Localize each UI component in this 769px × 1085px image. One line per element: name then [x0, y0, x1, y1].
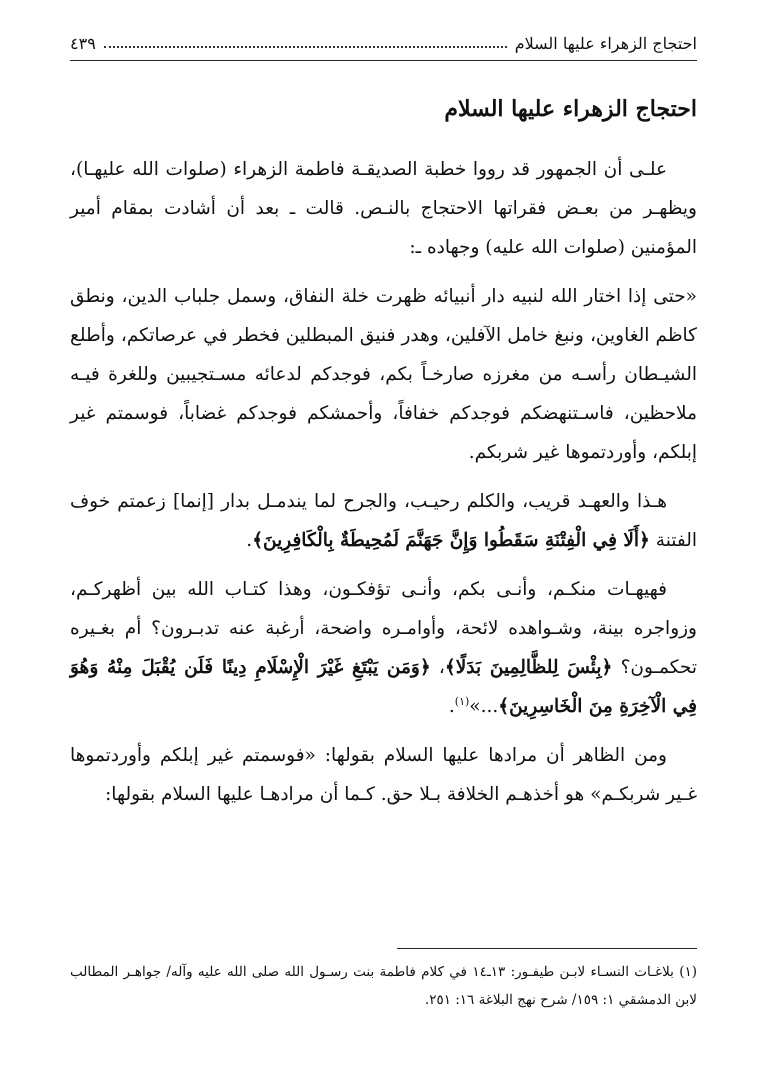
footnote-marker[interactable]: (١) — [454, 694, 470, 708]
quran-verse: ﴿وَمَن يَبْتَغِ غَيْرَ الْإِسْلَامِ دِينًا فَلَن يُقْبَلَ مِنْهُ وَهُوَ فِي الْآخِرَةِ مِنَ الْخَاسِرِينَ﴾ — [70, 657, 697, 717]
paragraph-4-text: فهيهـات منكـم، وأنـى بكم، وأنـى تؤفكـون، وهذا كتـاب الله بين أظهركـم، وزواجره بينة، وشـواهده لائحة، وأوامـره واضحة، أرغبة عنه تدبـرون؟ أم بغـيره تحكمـون؟ — [70, 579, 697, 678]
body-text — [70, 150, 697, 824]
paragraph-1: علـى أن الجمهور قد رووا خطبة الصديقـة فاطمة الزهراء (صلوات الله عليهـا)، ويظهـر من بعـض فقراتها الاحتجاج بالنـص. قالت ـ بعد أن أشادت بمقام أمير المؤمنين (صلوات الله عليه) وجهاده ـ: — [70, 159, 697, 258]
running-head — [70, 30, 697, 56]
footnote-1: (١) بلاغـات النسـاء لابـن طيفـور: ١٣ـ١٤ في كلام فاطمة بنت رسـول الله صلى الله عليه وآله/ جواهـر المطالب لابن الدمشقي ١: ١٥٩/ شرح نهج البلاغة ١٦: ٢٥١. — [70, 964, 698, 1008]
running-head-title: احتجاج الزهراء عليها السلام — [514, 33, 697, 53]
paragraph-4 — [70, 570, 697, 726]
footnote-rule — [397, 948, 697, 949]
page-number: ٤٣٩ — [70, 33, 96, 53]
section-title: احتجاج الزهراء عليها السلام — [444, 96, 697, 122]
quran-verse: ﴿بِئْسَ لِلظَّالِمِينَ بَدَلًا﴾ — [444, 657, 613, 678]
header-rule — [70, 60, 697, 61]
dot-leader — [104, 46, 507, 48]
paragraph-4-ellipsis: ...» — [469, 696, 499, 717]
paragraph-2-quote: «حتى إذا اختار الله لنبيه دار أنبيائه ظهرت خلة النفاق، وسمل جلباب الدين، ونطق كاظم الغاوين، ونبغ خامل الآفلين، وهدر فنيق المبطلين فخطر في عرصاتكم، وأطلع الشيـطان رأسـه من مغرزه صارخـاً بكم، فوجدكم لدعائه مسـتجيبين وللغرة فيـه ملاحظين، فاسـتنهضكم فوجدكم خفافاً، وأحمشكم فوجدكم غضاباً، فوسمتم غير إبلكم، وأوردتموها غير شربكم. — [70, 286, 697, 463]
paragraph-3 — [70, 482, 697, 560]
paragraph-3-text: هـذا والعهـد قريب، والكلم رحيـب، والجرح لما يندمـل بدار [إنما] زعمتم خوف الفتنة — [70, 491, 697, 551]
paragraph-4-separator: ، — [430, 657, 445, 678]
paragraph-5: ومن الظاهر أن مرادها عليها السلام بقولها: «فوسمتم غير إبلكم وأوردتموها غـير شربكـم» هو أخذهـم الخلافة بـلا حق. كـما أن مرادهـا عليها السلام بقولها: — [70, 745, 697, 805]
paragraph-3-end: . — [246, 530, 253, 551]
quran-verse: ﴿أَلَا فِي الْفِتْنَةِ سَقَطُوا وَإِنَّ جَهَنَّمَ لَمُحِيطَةٌ بِالْكَافِرِينَ﴾ — [252, 530, 650, 551]
paragraph-4-end: . — [448, 696, 455, 717]
